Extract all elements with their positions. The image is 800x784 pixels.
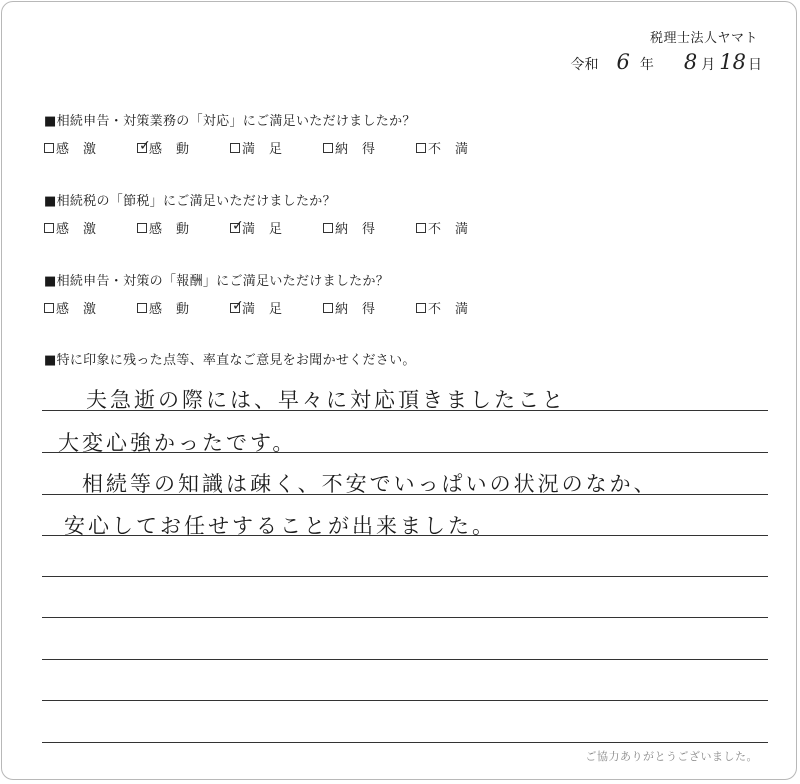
- comment-line-1: 夫急逝の際には、早々に対応頂きましたこと: [86, 388, 566, 412]
- checkmark-icon: ✓: [139, 137, 151, 154]
- date-day-unit: 日: [748, 57, 762, 73]
- option-manzoku[interactable]: 満足: [230, 138, 323, 157]
- option-kandou[interactable]: 感動: [137, 298, 230, 317]
- option-kangeki[interactable]: 感激: [44, 298, 137, 317]
- option-fuman[interactable]: 不満: [416, 298, 509, 317]
- checkbox[interactable]: [323, 303, 333, 313]
- date-day: 18: [719, 50, 746, 74]
- ruled-line: [42, 700, 768, 701]
- checkbox[interactable]: [44, 223, 54, 233]
- checkbox[interactable]: [323, 143, 333, 153]
- survey-form: [1, 1, 797, 780]
- checkbox-checked[interactable]: [137, 137, 151, 154]
- checkmark-icon: ✓: [232, 297, 244, 314]
- checkbox[interactable]: [416, 303, 426, 313]
- ruled-line: [42, 494, 768, 495]
- option-kandou[interactable]: ✓ 感動: [139, 137, 204, 157]
- comment-line-2: 大変心強かったです。: [58, 431, 297, 455]
- checkbox-checked[interactable]: [230, 297, 244, 314]
- question-service: ■相続申告・対策業務の「対応」にご満足いただけましたか？: [44, 114, 416, 129]
- checkbox[interactable]: [44, 303, 54, 313]
- checkbox-checked[interactable]: [230, 217, 244, 234]
- date-month: 8: [683, 50, 698, 74]
- ruled-line: [42, 410, 768, 411]
- date-field: [571, 50, 762, 74]
- comment-prompt: ■特に印象に残った点等、率直なご意見をお聞かせください。: [44, 353, 416, 368]
- checkmark-icon: ✓: [232, 217, 244, 234]
- date-era: 令和: [570, 57, 599, 73]
- option-nattoku[interactable]: 納得: [323, 218, 416, 237]
- ruled-line: [42, 452, 768, 453]
- comment-line-3: 相続等の知識は疎く、不安でいっぱいの状況のなか、: [82, 472, 658, 496]
- question-tax-saving: ■相続税の「節税」にご満足いただけましたか？: [44, 194, 336, 209]
- option-manzoku[interactable]: ✓ 満足: [232, 297, 297, 317]
- options-service: [44, 138, 509, 157]
- question-fee: ■相続申告・対策の「報酬」にご満足いただけましたか？: [44, 274, 390, 289]
- ruled-line: [42, 659, 768, 660]
- options-fee: [44, 298, 509, 317]
- comment-line-4: 安心してお任せすることが出来ました。: [64, 514, 496, 538]
- option-kangeki[interactable]: 感激: [44, 138, 137, 157]
- checkbox[interactable]: [416, 143, 426, 153]
- option-kangeki[interactable]: 感激: [44, 218, 137, 237]
- checkbox[interactable]: [323, 223, 333, 233]
- option-nattoku[interactable]: 納得: [323, 138, 416, 157]
- option-fuman[interactable]: 不満: [416, 218, 509, 237]
- checkbox[interactable]: [44, 143, 54, 153]
- thanks-note: ご協力ありがとうございました。: [585, 750, 758, 763]
- option-manzoku[interactable]: ✓ 満足: [232, 217, 297, 237]
- ruled-line: [42, 576, 768, 577]
- ruled-line: [42, 617, 768, 618]
- date-month-unit: 月: [701, 57, 716, 73]
- ruled-line: [42, 742, 768, 743]
- option-fuman[interactable]: 不満: [416, 138, 509, 157]
- checkbox[interactable]: [137, 303, 147, 313]
- checkbox[interactable]: [137, 223, 147, 233]
- checkbox[interactable]: [416, 223, 426, 233]
- ruled-line: [42, 535, 768, 536]
- checkbox[interactable]: [230, 143, 240, 153]
- date-year: 6: [616, 50, 630, 74]
- date-year-unit: 年: [639, 57, 654, 73]
- options-tax-saving: [44, 218, 509, 237]
- option-nattoku[interactable]: 納得: [323, 298, 416, 317]
- option-kandou[interactable]: 感動: [137, 218, 230, 237]
- firm-name: 税理士法人ヤマト: [649, 31, 758, 46]
